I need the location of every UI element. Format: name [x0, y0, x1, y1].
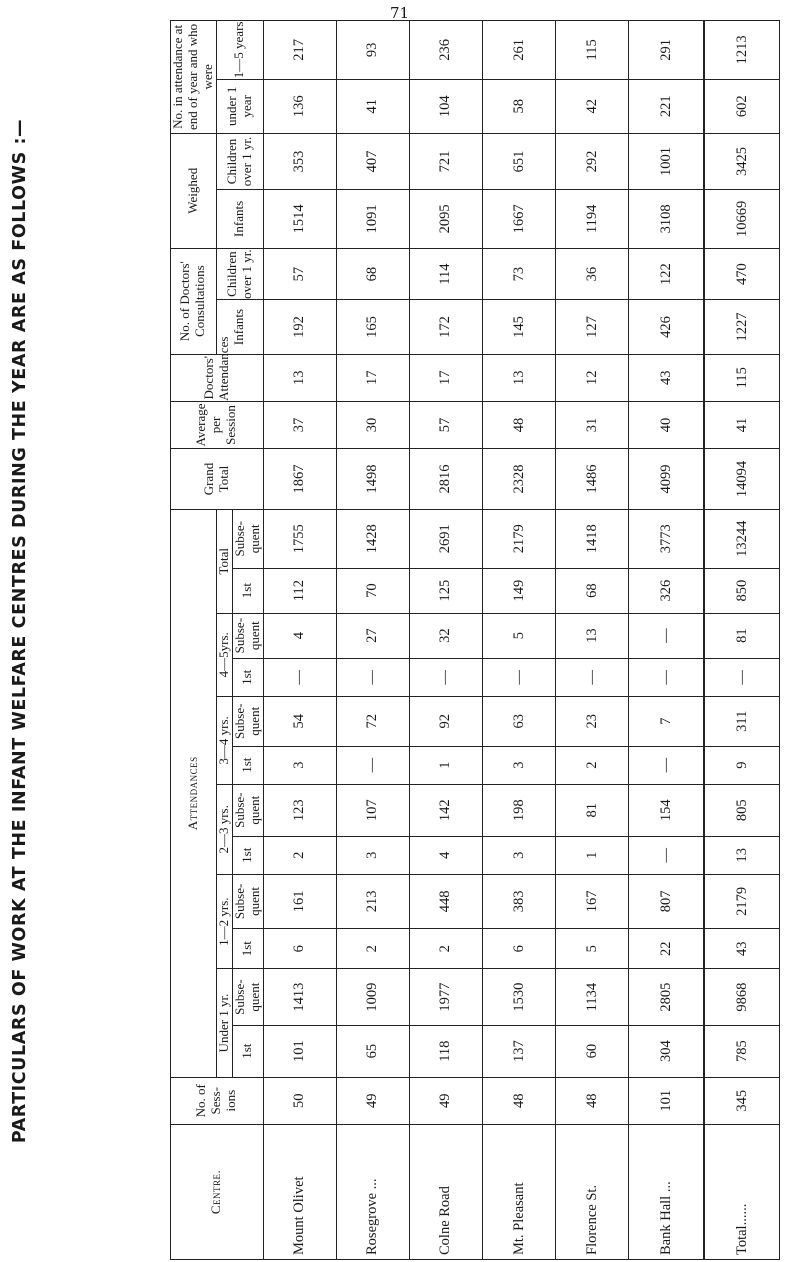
header-subsequent: Subse-quent	[232, 969, 263, 1025]
cell-u1-subs: 1413	[263, 969, 336, 1025]
cell-a12-subs: 213	[336, 874, 409, 928]
cell-u1-first: 101	[263, 1025, 336, 1077]
header-first: 1st	[232, 658, 263, 696]
cell-cons-infants: 426	[629, 300, 704, 354]
cell-tot-first: 68	[556, 568, 629, 613]
cell-grand-total: 14094	[704, 449, 779, 510]
centre-name-cell: Mt. Pleasant	[482, 1124, 555, 1259]
cell-a23-subs: 81	[556, 784, 629, 836]
cell-grand-total: 1498	[336, 449, 409, 510]
cell-a34-subs: 63	[482, 696, 555, 746]
cell-a12-first: 43	[704, 928, 779, 969]
cell-cons-infants: 165	[336, 300, 409, 354]
cell-u1-first: 60	[556, 1025, 629, 1077]
cell-a23-subs: 123	[263, 784, 336, 836]
cell-a23-subs: 142	[409, 784, 482, 836]
cell-a23-subs: 198	[482, 784, 555, 836]
cell-a23-first: 3	[482, 836, 555, 874]
cell-w-infants: 3108	[629, 190, 704, 249]
header-first: 1st	[232, 1025, 263, 1077]
cell-cons-children: 122	[629, 248, 704, 300]
cell-a34-first: 9	[704, 746, 779, 784]
cell-a12-first: 22	[629, 928, 704, 969]
cell-a23-first: 1	[556, 836, 629, 874]
cell-sessions: 48	[556, 1077, 629, 1124]
table-row	[629, 21, 704, 1260]
cell-u1-subs: 1134	[556, 969, 629, 1025]
cell-end-1to5: 115	[556, 21, 629, 80]
cell-avg: 57	[409, 401, 482, 448]
cell-a34-first: 3	[263, 746, 336, 784]
cell-a12-first: 2	[336, 928, 409, 969]
cell-tot-subs: 3773	[629, 509, 704, 568]
header-subsequent: Subse-quent	[232, 874, 263, 928]
cell-end-1to5: 1213	[704, 21, 779, 80]
cell-tot-subs: 1428	[336, 509, 409, 568]
header-1-2: 1—2 yrs.	[216, 874, 232, 969]
cell-doctors: 17	[336, 354, 409, 401]
cell-end-under1: 58	[482, 79, 555, 133]
centre-name-cell: Florence St.	[556, 1124, 629, 1259]
cell-a45-subs: 81	[704, 613, 779, 658]
cell-grand-total: 2328	[482, 449, 555, 510]
cell-a34-first: —	[629, 746, 704, 784]
cell-a23-first: 4	[409, 836, 482, 874]
cell-a12-first: 6	[263, 928, 336, 969]
cell-a23-first: 2	[263, 836, 336, 874]
cell-a45-first: —	[629, 658, 704, 696]
centre-name-cell: Colne Road	[409, 1124, 482, 1259]
header-consultations: No. of Doctors' Consultations	[171, 248, 217, 354]
cell-a34-subs: 23	[556, 696, 629, 746]
header-3-4: 3—4 yrs.	[216, 696, 232, 784]
cell-a12-subs: 807	[629, 874, 704, 928]
header-sessions: No. of Sess-ions	[171, 1077, 264, 1124]
cell-cons-children: 57	[263, 248, 336, 300]
header-4-5: 4—5yrs.	[216, 613, 232, 696]
centre-name-cell: Total......	[704, 1124, 779, 1259]
cell-tot-subs: 2691	[409, 509, 482, 568]
cell-sessions: 49	[336, 1077, 409, 1124]
header-weighed-infants: Infants	[216, 190, 263, 249]
cell-end-under1: 221	[629, 79, 704, 133]
cell-cons-children: 470	[704, 248, 779, 300]
cell-tot-first: 326	[629, 568, 704, 613]
cell-tot-first: 149	[482, 568, 555, 613]
cell-avg: 37	[263, 401, 336, 448]
cell-w-children: 353	[263, 133, 336, 189]
cell-cons-infants: 172	[409, 300, 482, 354]
cell-a45-first: —	[704, 658, 779, 696]
cell-a45-subs: 13	[556, 613, 629, 658]
cell-avg: 41	[704, 401, 779, 448]
cell-end-1to5: 93	[336, 21, 409, 80]
cell-a12-subs: 167	[556, 874, 629, 928]
cell-tot-first: 70	[336, 568, 409, 613]
cell-sessions: 101	[629, 1077, 704, 1124]
cell-sessions: 49	[409, 1077, 482, 1124]
header-grand-total: Grand Total	[171, 449, 264, 510]
header-first: 1st	[232, 746, 263, 784]
cell-avg: 48	[482, 401, 555, 448]
cell-u1-subs: 1530	[482, 969, 555, 1025]
cell-doctors: 13	[482, 354, 555, 401]
header-cons-children: Children over 1 yr.	[216, 248, 263, 300]
cell-tot-first: 125	[409, 568, 482, 613]
table-row	[336, 21, 409, 1260]
cell-a45-first: —	[556, 658, 629, 696]
table-row	[263, 21, 336, 1260]
cell-avg: 40	[629, 401, 704, 448]
cell-w-children: 1001	[629, 133, 704, 189]
header-subsequent: Subse-quent	[232, 784, 263, 836]
header-average: Average per Session	[171, 401, 264, 448]
cell-tot-subs: 13244	[704, 509, 779, 568]
cell-grand-total: 1486	[556, 449, 629, 510]
cell-end-1to5: 217	[263, 21, 336, 80]
cell-a23-first: —	[629, 836, 704, 874]
header-end-under-1: under 1 year	[216, 79, 263, 133]
cell-w-children: 407	[336, 133, 409, 189]
cell-w-infants: 2095	[409, 190, 482, 249]
cell-tot-first: 112	[263, 568, 336, 613]
table-row	[556, 21, 629, 1260]
cell-w-children: 3425	[704, 133, 779, 189]
header-attendances: Attendances	[171, 509, 217, 1077]
cell-end-1to5: 261	[482, 21, 555, 80]
cell-a34-subs: 92	[409, 696, 482, 746]
header-cons-infants: Infants	[216, 300, 263, 354]
table-body	[263, 21, 779, 1260]
cell-end-under1: 136	[263, 79, 336, 133]
cell-end-under1: 602	[704, 79, 779, 133]
cell-u1-first: 65	[336, 1025, 409, 1077]
cell-grand-total: 1867	[263, 449, 336, 510]
cell-tot-first: 850	[704, 568, 779, 613]
table-title-text: PARTICULARS OF WORK AT THE INFANT WELFARE CENTRES DURING THE YEAR ARE AS FOLLOWS :—	[10, 118, 30, 1144]
cell-a12-first: 2	[409, 928, 482, 969]
centre-name-cell: Bank Hall ...	[629, 1124, 704, 1259]
header-subsequent: Subse-quent	[232, 696, 263, 746]
cell-avg: 30	[336, 401, 409, 448]
cell-u1-subs: 1977	[409, 969, 482, 1025]
header-total: Total	[216, 509, 232, 613]
cell-doctors: 12	[556, 354, 629, 401]
header-first: 1st	[232, 836, 263, 874]
cell-u1-subs: 2805	[629, 969, 704, 1025]
cell-end-under1: 42	[556, 79, 629, 133]
header-under-1: Under 1 yr.	[216, 969, 232, 1077]
cell-cons-infants: 145	[482, 300, 555, 354]
header-end-1-5: 1—5 years	[216, 21, 263, 80]
cell-u1-subs: 1009	[336, 969, 409, 1025]
cell-u1-first: 137	[482, 1025, 555, 1077]
centre-name-cell: Rosegrove ...	[336, 1124, 409, 1259]
cell-a12-first: 5	[556, 928, 629, 969]
cell-sessions: 345	[704, 1077, 779, 1124]
cell-w-children: 721	[409, 133, 482, 189]
header-doctors: Doctors' Attendances	[171, 354, 264, 401]
cell-doctors: 17	[409, 354, 482, 401]
cell-a45-first: —	[482, 658, 555, 696]
cell-w-infants: 10669	[704, 190, 779, 249]
cell-end-1to5: 291	[629, 21, 704, 80]
cell-a34-subs: 7	[629, 696, 704, 746]
header-weighed-children: Children over 1 yr.	[216, 133, 263, 189]
cell-sessions: 48	[482, 1077, 555, 1124]
header-2-3: 2—3 yrs.	[216, 784, 232, 874]
cell-a45-subs: 4	[263, 613, 336, 658]
cell-cons-children: 114	[409, 248, 482, 300]
cell-end-under1: 104	[409, 79, 482, 133]
cell-w-infants: 1667	[482, 190, 555, 249]
rotated-table-wrapper	[170, 20, 780, 1260]
cell-a23-first: 3	[336, 836, 409, 874]
cell-a12-subs: 448	[409, 874, 482, 928]
header-attendance-end: No. in attendance at end of year and who were	[171, 21, 217, 134]
cell-a34-subs: 72	[336, 696, 409, 746]
header-first: 1st	[232, 928, 263, 969]
total-row	[704, 21, 779, 1260]
cell-cons-infants: 192	[263, 300, 336, 354]
cell-a34-first: —	[336, 746, 409, 784]
table-row	[409, 21, 482, 1260]
cell-a23-subs: 805	[704, 784, 779, 836]
cell-a45-first: —	[409, 658, 482, 696]
cell-a45-first: —	[336, 658, 409, 696]
cell-a34-subs: 311	[704, 696, 779, 746]
cell-a23-first: 13	[704, 836, 779, 874]
table-row	[482, 21, 555, 1260]
cell-grand-total: 4099	[629, 449, 704, 510]
cell-a45-subs: 27	[336, 613, 409, 658]
cell-tot-subs: 2179	[482, 509, 555, 568]
cell-cons-infants: 1227	[704, 300, 779, 354]
cell-u1-first: 118	[409, 1025, 482, 1077]
header-first: 1st	[232, 568, 263, 613]
cell-doctors: 43	[629, 354, 704, 401]
cell-w-infants: 1091	[336, 190, 409, 249]
cell-a34-first: 3	[482, 746, 555, 784]
centre-name-cell: Mount Olivet	[263, 1124, 336, 1259]
cell-tot-subs: 1755	[263, 509, 336, 568]
cell-cons-children: 36	[556, 248, 629, 300]
cell-end-1to5: 236	[409, 21, 482, 80]
cell-a12-subs: 383	[482, 874, 555, 928]
cell-w-children: 292	[556, 133, 629, 189]
cell-u1-subs: 9868	[704, 969, 779, 1025]
cell-end-under1: 41	[336, 79, 409, 133]
header-subsequent: Subse-quent	[232, 509, 263, 568]
cell-w-infants: 1514	[263, 190, 336, 249]
cell-doctors: 115	[704, 354, 779, 401]
cell-cons-children: 68	[336, 248, 409, 300]
cell-a23-subs: 154	[629, 784, 704, 836]
cell-cons-children: 73	[482, 248, 555, 300]
cell-a12-subs: 161	[263, 874, 336, 928]
cell-a45-subs: 32	[409, 613, 482, 658]
table-title	[2, 0, 38, 1262]
cell-grand-total: 2816	[409, 449, 482, 510]
cell-sessions: 50	[263, 1077, 336, 1124]
cell-doctors: 13	[263, 354, 336, 401]
cell-cons-infants: 127	[556, 300, 629, 354]
statistics-table	[170, 20, 780, 1260]
cell-a23-subs: 107	[336, 784, 409, 836]
cell-a12-subs: 2179	[704, 874, 779, 928]
cell-a12-first: 6	[482, 928, 555, 969]
cell-u1-first: 785	[704, 1025, 779, 1077]
cell-w-children: 651	[482, 133, 555, 189]
cell-a34-subs: 54	[263, 696, 336, 746]
cell-avg: 31	[556, 401, 629, 448]
cell-a45-subs: —	[629, 613, 704, 658]
page-number: 71	[390, 4, 410, 22]
cell-a34-first: 1	[409, 746, 482, 784]
header-weighed: Weighed	[171, 133, 217, 248]
cell-tot-subs: 1418	[556, 509, 629, 568]
cell-a45-first: —	[263, 658, 336, 696]
cell-a34-first: 2	[556, 746, 629, 784]
header-centre: Centre.	[171, 1124, 264, 1259]
cell-a45-subs: 5	[482, 613, 555, 658]
header-subsequent: Subse-quent	[232, 613, 263, 658]
cell-u1-first: 304	[629, 1025, 704, 1077]
cell-w-infants: 1194	[556, 190, 629, 249]
